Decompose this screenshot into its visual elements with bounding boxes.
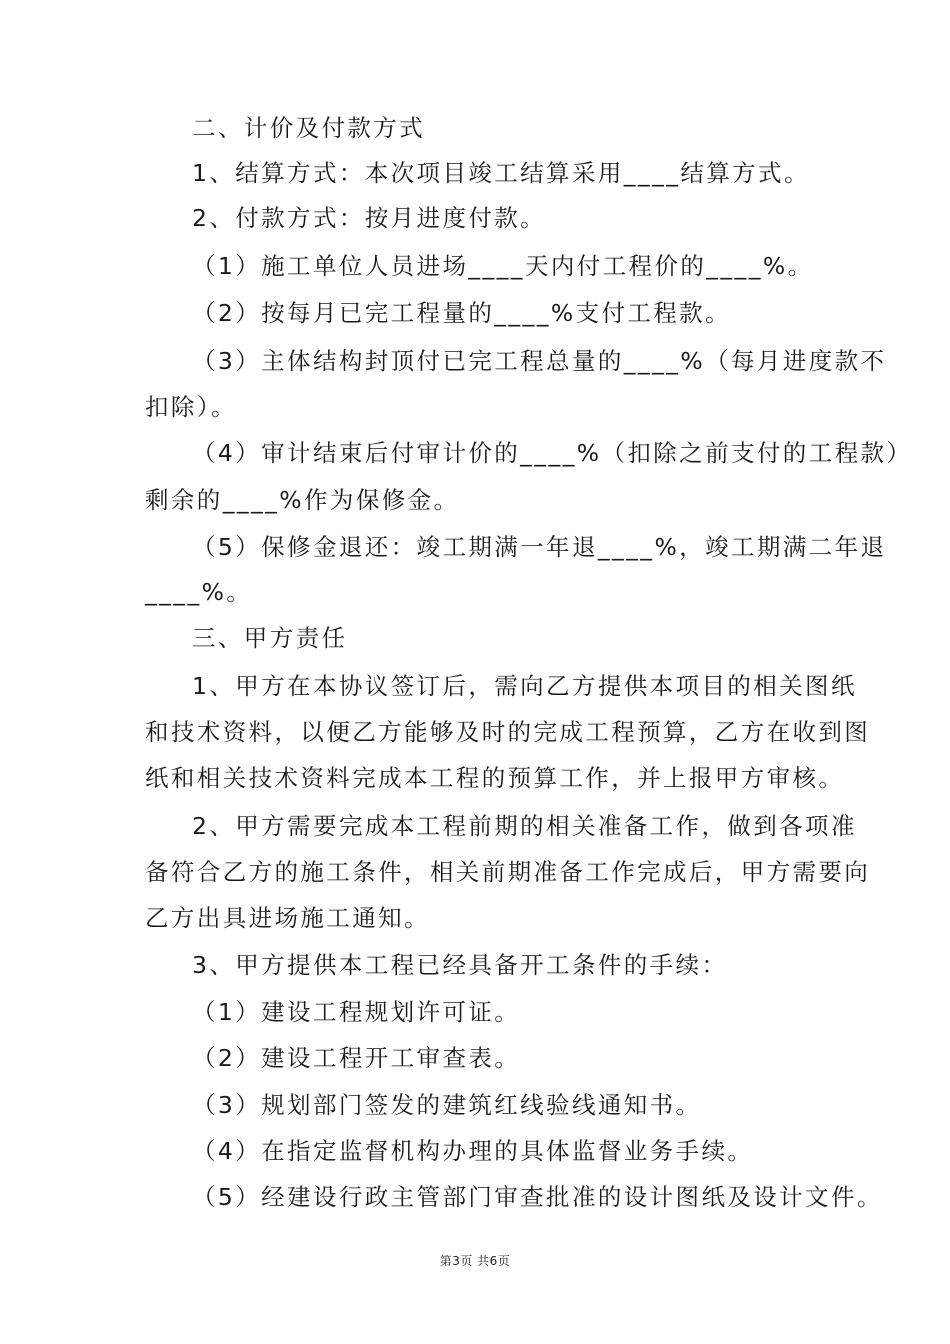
heading-pricing-payment: 二、计价及付款方式 — [192, 114, 426, 142]
clause-payment-item-1: （1）施工单位人员进场____天内付工程价的____%。 — [192, 252, 814, 280]
clause-payment-item-2: （2）按每月已完工程量的____%支付工程款。 — [192, 299, 731, 327]
duty-3-item-3: （3）规划部门签发的建筑红线验线通知书。 — [192, 1091, 702, 1119]
duty-1-line-2: 和技术资料，以便乙方能够及时的完成工程预算，乙方在收到图 — [145, 718, 871, 746]
duty-3-item-5: （5）经建设行政主管部门审查批准的设计图纸及设计文件。 — [192, 1183, 883, 1211]
page-number-footer: 第3页 共6页 — [439, 1254, 511, 1268]
duty-3-item-4: （4）在指定监督机构办理的具体监督业务手续。 — [192, 1137, 754, 1165]
clause-payment-item-3-cont: 扣除）。 — [145, 393, 237, 421]
duty-1-line-1: 1、甲方在本协议签订后，需向乙方提供本项目的相关图纸 — [192, 672, 857, 700]
clause-payment-item-5: （5）保修金退还：竣工期满一年退____%，竣工期满二年退 — [192, 533, 887, 561]
duty-2-line-3: 乙方出具进场施工通知。 — [145, 904, 430, 932]
duty-3-item-2: （2）建设工程开工审查表。 — [192, 1044, 521, 1072]
clause-payment-item-5-cont: ____%。 — [145, 578, 253, 606]
clause-payment-item-4-cont: 剩余的____%作为保修金。 — [145, 486, 460, 514]
duty-3-item-1: （1）建设工程规划许可证。 — [192, 998, 521, 1026]
duty-3-intro: 3、甲方提供本工程已经具备开工条件的手续： — [192, 951, 728, 979]
clause-settlement-method: 1、结算方式：本次项目竣工结算采用____结算方式。 — [192, 159, 810, 187]
clause-payment-item-3: （3）主体结构封顶付已完工程总量的____%（每月进度款不 — [192, 347, 887, 375]
duty-2-line-2: 备符合乙方的施工条件，相关前期准备工作完成后，甲方需要向 — [145, 858, 871, 886]
clause-payment-item-4: （4）审计结束后付审计价的____%（扣除之前支付的工程款） — [192, 439, 913, 467]
heading-party-a-duties: 三、甲方责任 — [192, 624, 348, 652]
duty-2-line-1: 2、甲方需要完成本工程前期的相关准备工作，做到各项准 — [192, 812, 857, 840]
clause-payment-method: 2、付款方式：按月进度付款。 — [192, 204, 547, 232]
duty-1-line-3: 纸和相关技术资料完成本工程的预算工作，并上报甲方审核。 — [145, 764, 845, 792]
